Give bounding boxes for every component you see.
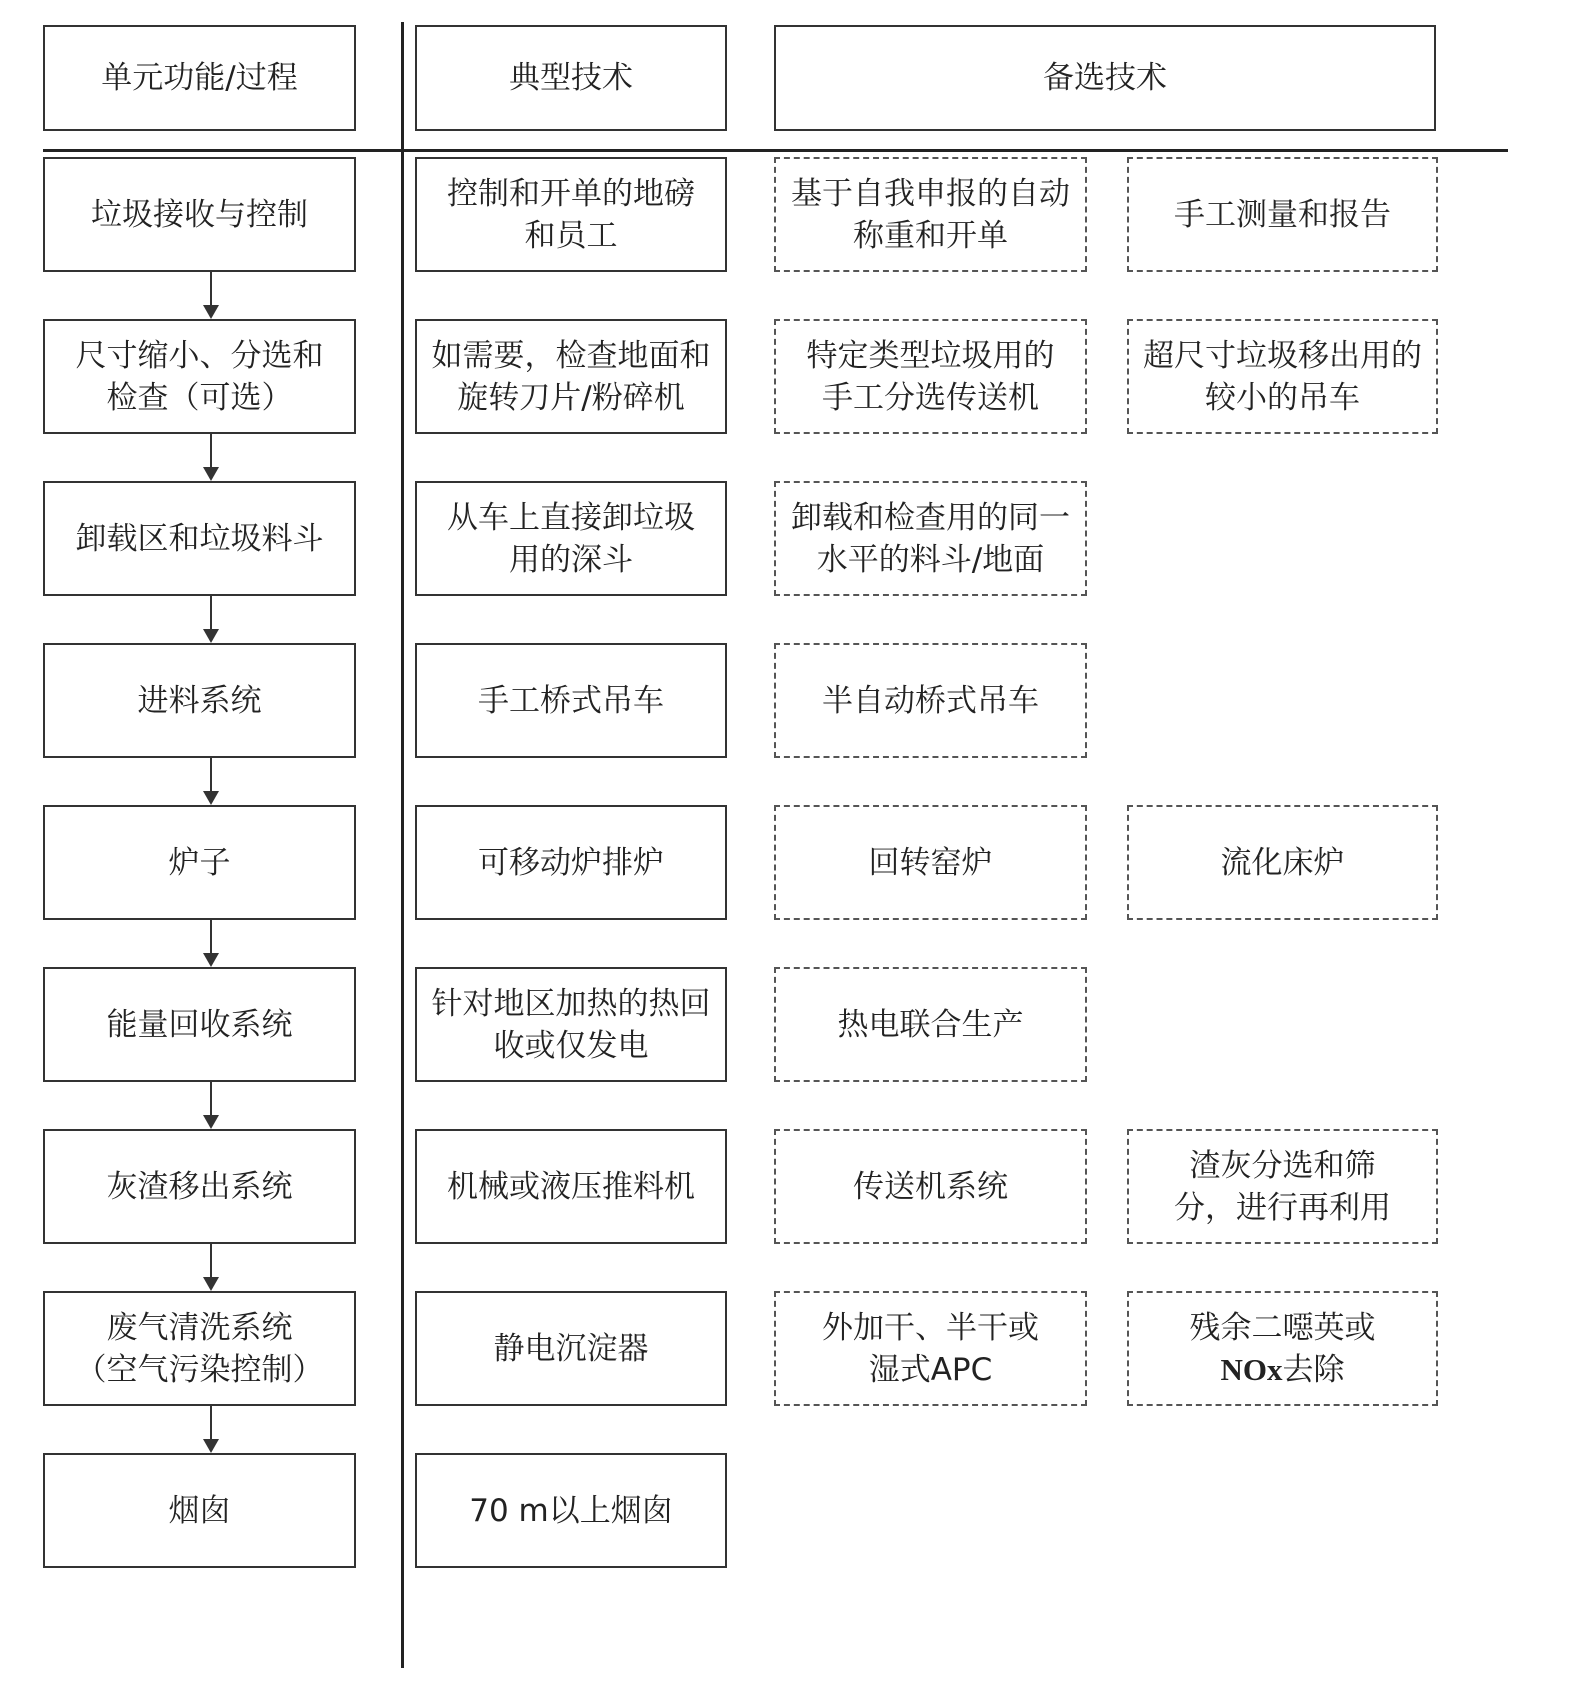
typical-box: 可移动炉排炉 (415, 805, 727, 920)
alternative-box: 基于自我申报的自动 称重和开单 (774, 157, 1087, 272)
unit-box: 能量回收系统 (43, 967, 356, 1082)
header-divider (43, 149, 1508, 152)
alternative-box: 手工测量和报告 (1127, 157, 1438, 272)
flow-arrow (210, 920, 212, 965)
alternative-box (1127, 1291, 1438, 1406)
flow-arrow (210, 596, 212, 641)
header-alternative: 备选技术 (774, 25, 1436, 131)
unit-box: 垃圾接收与控制 (43, 157, 356, 272)
vertical-divider (401, 22, 404, 1668)
unit-box: 尺寸缩小、分选和 检查（可选） (43, 319, 356, 434)
alternative-box: 回转窑炉 (774, 805, 1087, 920)
header-typical: 典型技术 (415, 25, 727, 131)
typical-box: 针对地区加热的热回 收或仅发电 (415, 967, 727, 1082)
flow-arrow (210, 434, 212, 479)
typical-box: 70 m以上烟囱 (415, 1453, 727, 1568)
unit-box: 废气清洗系统 （空气污染控制） (43, 1291, 356, 1406)
alternative-box: 热电联合生产 (774, 967, 1087, 1082)
alternative-box: 渣灰分选和筛 分，进行再利用 (1127, 1129, 1438, 1244)
typical-box: 如需要，检查地面和 旋转刀片/粉碎机 (415, 319, 727, 434)
unit-box: 炉子 (43, 805, 356, 920)
unit-box: 烟囱 (43, 1453, 356, 1568)
alternative-box: 外加干、半干或 湿式APC (774, 1291, 1087, 1406)
typical-box: 手工桥式吊车 (415, 643, 727, 758)
typical-box: 从车上直接卸垃圾 用的深斗 (415, 481, 727, 596)
alternative-text-suffix: 去除 (1282, 1351, 1345, 1388)
header-unit: 单元功能/过程 (43, 25, 356, 131)
flow-arrow (210, 758, 212, 803)
flow-arrow (210, 272, 212, 317)
unit-box: 卸载区和垃圾料斗 (43, 481, 356, 596)
typical-box: 控制和开单的地磅 和员工 (415, 157, 727, 272)
flow-arrow (210, 1244, 212, 1289)
alternative-box: 卸载和检查用的同一 水平的料斗/地面 (774, 481, 1087, 596)
flow-arrow (210, 1082, 212, 1127)
alternative-box: 特定类型垃圾用的 手工分选传送机 (774, 319, 1087, 434)
alternative-box: 半自动桥式吊车 (774, 643, 1087, 758)
typical-box: 机械或液压推料机 (415, 1129, 727, 1244)
alternative-text: 残余二噁英或 (1189, 1309, 1376, 1346)
alternative-text (1221, 1349, 1345, 1391)
unit-box: 灰渣移出系统 (43, 1129, 356, 1244)
alternative-box: 超尺寸垃圾移出用的 较小的吊车 (1127, 319, 1438, 434)
typical-box: 静电沉淀器 (415, 1291, 727, 1406)
alternative-box: 传送机系统 (774, 1129, 1087, 1244)
nox-label: NOx (1220, 1351, 1283, 1387)
alternative-box: 流化床炉 (1127, 805, 1438, 920)
flow-arrow (210, 1406, 212, 1451)
unit-box: 进料系统 (43, 643, 356, 758)
